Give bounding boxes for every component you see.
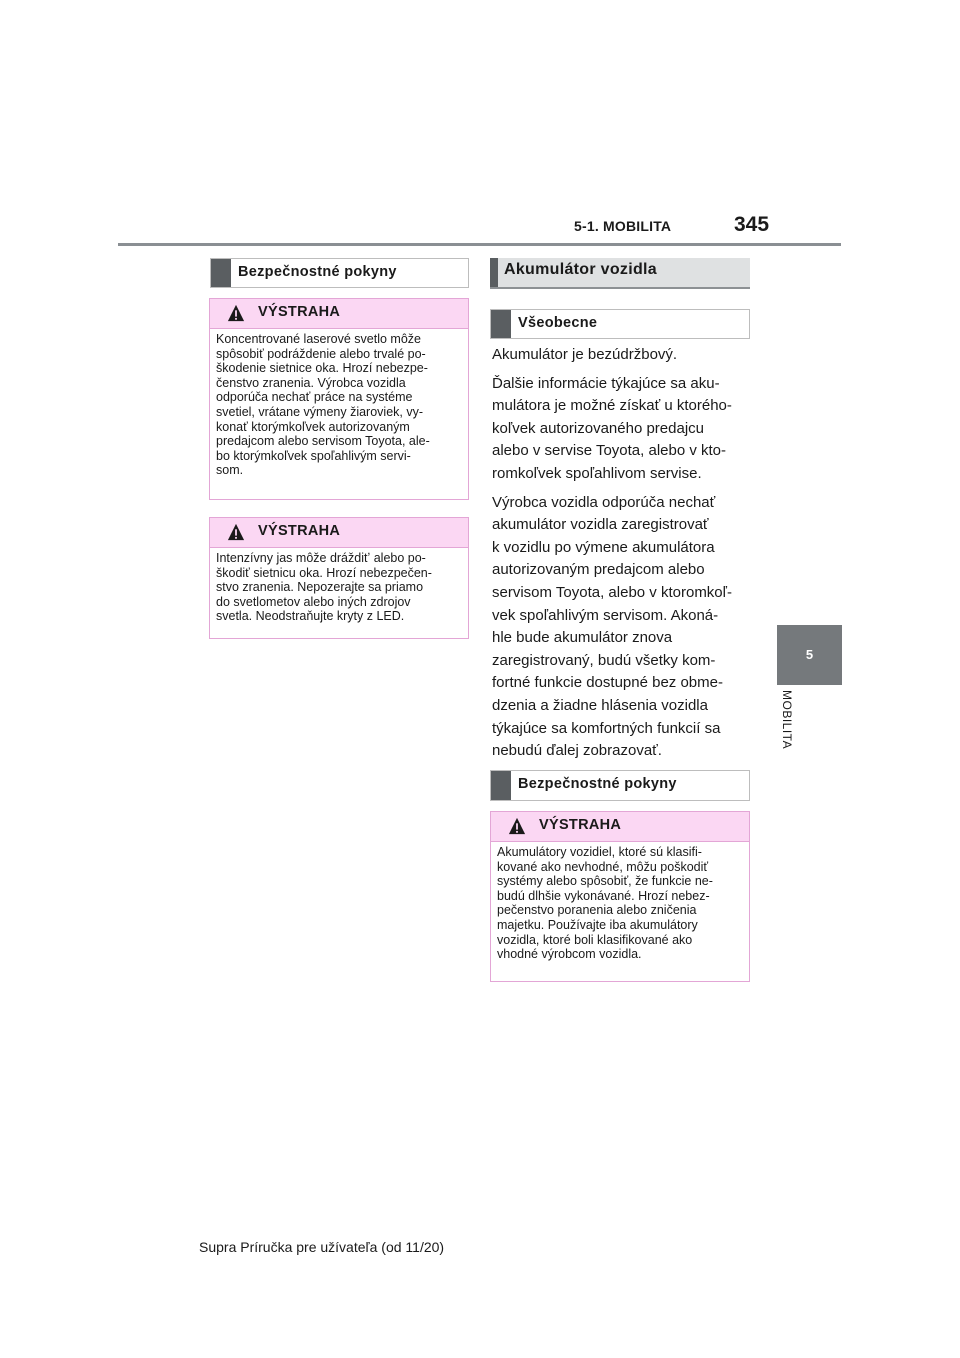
warning-line: vozidla, ktoré boli klasifikované ako bbox=[497, 932, 693, 947]
paragraph-line: k vozidlu po výmene akumulátora bbox=[492, 538, 715, 556]
warning-label: VÝSTRAHA bbox=[258, 304, 341, 320]
warning-box-brightness bbox=[209, 517, 469, 639]
warning-line: Akumulátory vozidiel, ktoré sú klasifi- bbox=[497, 845, 702, 859]
section-header-bar bbox=[491, 310, 511, 338]
paragraph bbox=[492, 344, 752, 367]
warning-line: budú dlhšie vykonávané. Hrozí nebez- bbox=[497, 888, 710, 903]
paragraph-line: nebudú ďalej zobrazovať. bbox=[492, 742, 662, 760]
section-header-bar bbox=[491, 771, 511, 800]
subsection-title: Bezpečnostné pokyny bbox=[518, 776, 677, 792]
header-rule bbox=[118, 243, 841, 246]
chapter-label: MOBILITA bbox=[780, 690, 794, 750]
warning-label: VÝSTRAHA bbox=[539, 817, 622, 833]
warning-text bbox=[210, 548, 468, 624]
paragraph-line: koľvek autorizovaného predajcu bbox=[492, 419, 705, 437]
battery-body-text bbox=[492, 344, 752, 769]
subsection-header-safety bbox=[490, 770, 750, 801]
warning-line: svetla. Neodstraňujte kryty z LED. bbox=[216, 609, 405, 624]
warning-line: konať ktorýmkoľvek autorizovaným bbox=[216, 419, 410, 434]
warning-line: som. bbox=[216, 463, 244, 478]
warning-line: kované ako nevhodné, môžu poškodiť bbox=[497, 859, 709, 874]
page-number: 345 bbox=[734, 213, 770, 236]
section-heading: 5-1. MOBILITA bbox=[574, 218, 672, 234]
footer-text: Supra Príručka pre užívateľa (od 11/20) bbox=[199, 1239, 445, 1255]
warning-header bbox=[491, 812, 749, 842]
warning-line: Koncentrované laserové svetlo môže bbox=[216, 332, 421, 346]
warning-triangle-icon bbox=[227, 304, 245, 322]
warning-line: vhodné výrobcom vozidla. bbox=[497, 947, 642, 962]
subsection-title: Všeobecne bbox=[518, 315, 598, 331]
warning-header bbox=[210, 299, 468, 329]
warning-line: čenstvo zranenia. Výrobca vozidla bbox=[216, 375, 406, 390]
paragraph-line: servisom Toyota, alebo v ktoromkoľ- bbox=[492, 583, 733, 601]
paragraph-line: akumulátor vozidla zaregistrovať bbox=[492, 516, 709, 534]
warning-text bbox=[491, 842, 749, 962]
paragraph-line: týkajúce sa komfortných funkcií sa bbox=[492, 719, 721, 737]
paragraph-line: Výrobca vozidla odporúča nechať bbox=[492, 493, 716, 511]
paragraph-line: autorizovaným predajcom alebo bbox=[492, 561, 705, 579]
warning-box-laser bbox=[209, 298, 469, 500]
warning-line: majetku. Používajte iba akumulátory bbox=[497, 917, 698, 932]
warning-line: škodenie sietnice oka. Hrozí nebezpe- bbox=[216, 361, 428, 376]
warning-line: pečenstvo poranenia alebo zničenia bbox=[497, 903, 697, 918]
warning-line: Intenzívny jas môže drážditʼ alebo po- bbox=[216, 551, 426, 565]
paragraph-line: fortné funkcie dostupné bez obme- bbox=[492, 674, 723, 692]
paragraph-line: Akumulátor je bezúdržbový. bbox=[492, 346, 678, 363]
warning-line: svetiel, vrátane výmeny žiaroviek, vy- bbox=[216, 404, 424, 419]
paragraph-line: Ďalšie informácie týkajúce sa aku- bbox=[492, 374, 720, 392]
chapter-label-container bbox=[780, 690, 810, 780]
warning-line: škodiť sietnicu oka. Hrozí nebezpečen- bbox=[216, 565, 432, 580]
warning-header bbox=[210, 518, 468, 548]
section-header-bar bbox=[211, 259, 231, 287]
warning-triangle-icon bbox=[508, 817, 526, 835]
left-section-title: Bezpečnostné pokyny bbox=[238, 264, 397, 280]
paragraph-line: dzenia a žiadne hlásenia vozidla bbox=[492, 696, 708, 714]
paragraph-line: romkoľvek spoľahlivom servise. bbox=[492, 464, 702, 482]
warning-line: do svetlometov alebo iných zdrojov bbox=[216, 594, 411, 609]
warning-label: VÝSTRAHA bbox=[258, 523, 341, 539]
warning-line: stvo zranenia. Nepozerajte sa priamo bbox=[216, 580, 424, 595]
warning-text bbox=[210, 329, 468, 478]
main-section-header bbox=[490, 258, 750, 289]
section-header-bar bbox=[490, 258, 498, 287]
left-section-header bbox=[210, 258, 469, 288]
paragraph-line: mulátora je možné získať u ktorého- bbox=[492, 397, 732, 415]
warning-line: predajcom alebo servisom Toyota, ale- bbox=[216, 434, 430, 449]
paragraph-line: vek spoľahlivým servisom. Akoná- bbox=[492, 606, 719, 624]
warning-line: odporúča nechať práce na systéme bbox=[216, 390, 413, 405]
chapter-tab bbox=[777, 625, 842, 685]
warning-line: spôsobiť podráždenie alebo trvalé po- bbox=[216, 346, 426, 361]
subsection-header-general bbox=[490, 309, 750, 339]
paragraph-line: alebo v servise Toyota, alebo v kto- bbox=[492, 442, 727, 460]
warning-line: systémy alebo spôsobiť, že funkcie ne- bbox=[497, 874, 713, 889]
warning-triangle-icon bbox=[227, 523, 245, 541]
paragraph-line: hle bude akumulátor znova bbox=[492, 629, 673, 647]
paragraph-line: zaregistrovaný, budú všetky kom- bbox=[492, 651, 716, 669]
main-section-title: Akumulátor vozidla bbox=[504, 261, 657, 278]
warning-box-battery bbox=[490, 811, 750, 982]
warning-line: bo ktorýmkoľvek spoľahlivým servi- bbox=[216, 448, 411, 463]
chapter-number: 5 bbox=[805, 647, 814, 662]
